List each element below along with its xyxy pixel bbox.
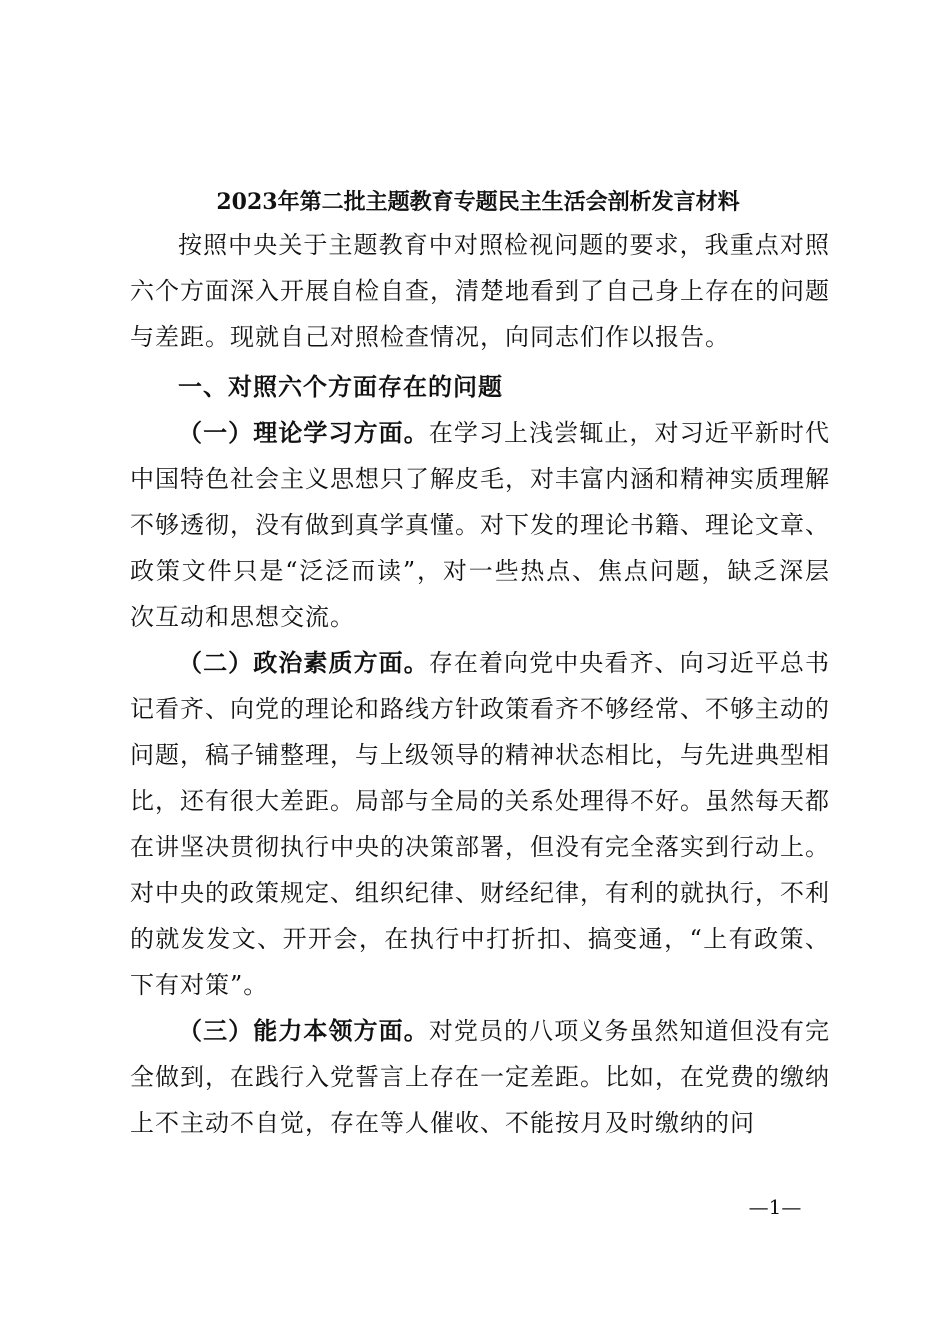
item-paragraph-3 [130,1008,830,1146]
item-text-1: 在学习上浅尝辄止，对习近平新时代中国特色社会主义思想只了解皮毛，对丰富内涵和精神实质理解不够透彻，没有做到真学真懂。对下发的理论书籍、理论文章、政策文件只是“泛泛而读”，对一些热点、焦点问题，缺乏深层次互动和思想交流。 [130,419,831,631]
item-lead-2: （二）政治素质方面。 [178,648,429,677]
section-heading: 一、对照六个方面存在的问题 [178,372,503,401]
item-lead-3: （三）能力本领方面。 [178,1016,429,1045]
item-text-3: 对党员的八项义务虽然知道但没有完全做到，在践行入党誓言上存在一定差距。比如，在党费的缴纳上不主动不自觉，存在等人催收、不能按月及时缴纳的问 [130,1017,831,1137]
item-lead-1: （一）理论学习方面。 [178,418,429,447]
document-title: 2023年第二批主题教育专题民主生活会剖析发言材料 [216,189,740,215]
item-paragraph-1 [130,410,830,640]
item-paragraph-2 [130,640,830,1008]
item-text-2: 存在着向党中央看齐、向习近平总书记看齐、向党的理论和路线方针政策看齐不够经常、不够主动的问题，稿子铺整理，与上级领导的精神状态相比，与先进典型相比，还有很大差距。局部与全局的关系处理得不好。虽然每天都在讲坚决贯彻执行中央的决策部署，但没有完全落实到行动上。对中央的政策规定、组织纪律、财经纪律，有利的就执行，不利的就发发文、开开会，在执行中打折扣、搞变通，“上有政策、下有对策”。 [130,649,831,999]
intro-paragraph: 按照中央关于主题教育中对照检视问题的要求，我重点对照六个方面深入开展自检自查，清楚地看到了自己身上存在的问题与差距。现就自己对照检查情况，向同志们作以报告。 [130,231,830,351]
page-number: —1— [748,1195,802,1219]
